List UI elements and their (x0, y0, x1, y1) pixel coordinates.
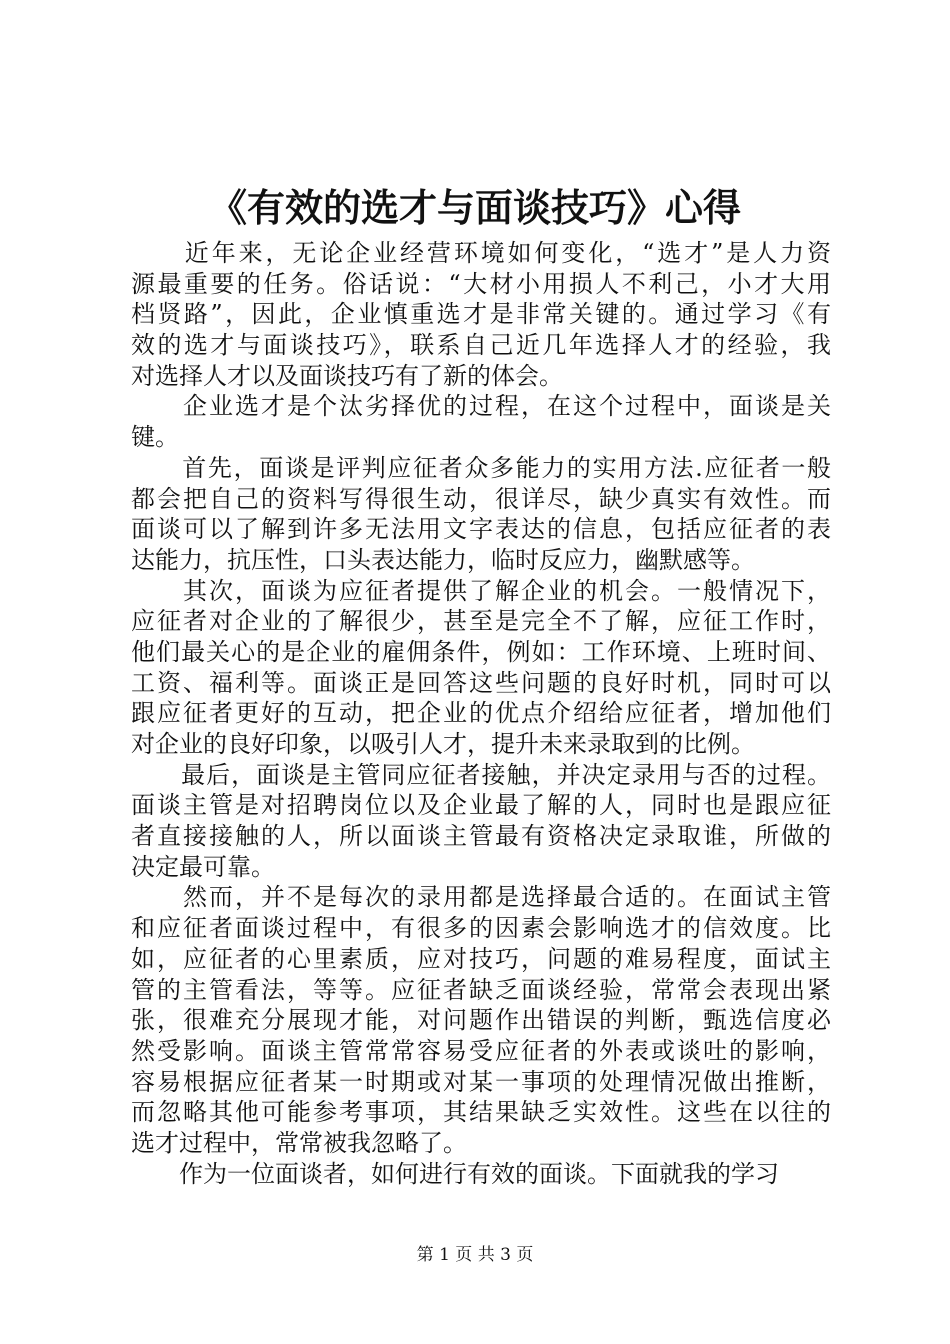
body-text-line: 而忽略其他可能参考事项，其结果缺乏实效性。这些在以往的 (131, 1098, 831, 1127)
document-body (131, 238, 831, 1189)
body-text-line: 达能力，抗压性，口头表达能力，临时反应力，幽默感等。 (131, 545, 755, 574)
body-text-line: 应征者对企业的了解很少，甚至是完全不了解，应征工作时， (131, 607, 831, 636)
body-text-line: 档贤路”，因此，企业慎重选才是非常关键的。通过学习《有 (131, 300, 831, 329)
body-text-line: 他们最关心的是企业的雇佣条件，例如：工作环境、上班时间、 (131, 637, 831, 666)
body-text-line: 键。 (131, 423, 179, 452)
body-text-line: 首先，面谈是评判应征者众多能力的实用方法.应征者一般 (131, 453, 831, 482)
body-text-line: 管的主管看法，等等。应征者缺乏面谈经验，常常会表现出紧 (131, 975, 831, 1004)
body-text-line: 选才过程中，常常被我忽略了。 (131, 1128, 467, 1157)
body-text-line: 面谈可以了解到许多无法用文字表达的信息，包括应征者的表 (131, 515, 831, 544)
body-text-line: 然受影响。面谈主管常常容易受应征者的外表或谈吐的影响， (131, 1036, 831, 1065)
body-text-line: 最后，面谈是主管同应征者接触，并决定录用与否的过程。 (131, 760, 831, 789)
body-text-line: 容易根据应征者某一时期或对某一事项的处理情况做出推断， (131, 1067, 831, 1096)
page-footer: 第 1 页 共 3 页 (416, 1245, 534, 1265)
body-text-line: 其次，面谈为应征者提供了解企业的机会。一般情况下， (131, 576, 831, 605)
body-text-line: 对选择人才以及面谈技巧有了新的体会。 (131, 361, 563, 390)
body-text-line: 工资、福利等。面谈正是回答这些问题的良好时机，同时可以 (131, 668, 831, 697)
body-text-line: 跟应征者更好的互动，把企业的优点介绍给应征者，增加他们 (131, 699, 831, 728)
body-text-line: 对企业的良好印象，以吸引人才，提升未来录取到的比例。 (131, 730, 755, 758)
body-text-line: 如，应征者的心里素质，应对技巧，问题的难易程度，面试主 (131, 944, 831, 973)
body-text-line: 张，很难充分展现才能，对问题作出错误的判断，甄选信度必 (131, 1006, 831, 1035)
body-text-line: 企业选才是个汰劣择优的过程，在这个过程中，面谈是关 (131, 392, 831, 421)
body-text-line: 近年来，无论企业经营环境如何变化，“选才”是人力资 (131, 239, 831, 267)
document-title: 《有效的选才与面谈技巧》心得 (208, 185, 741, 230)
body-text-line: 面谈主管是对招聘岗位以及企业最了解的人，同时也是跟应征 (131, 791, 831, 820)
body-text-line: 然而，并不是每次的录用都是选择最合适的。在面试主管 (131, 883, 831, 912)
body-text-line: 效的选才与面谈技巧》，联系自己近几年选择人才的经验，我 (131, 331, 831, 360)
body-text-line: 都会把自己的资料写得很生动，很详尽，缺少真实有效性。而 (131, 484, 831, 513)
body-text-line: 决定最可靠。 (131, 852, 275, 881)
body-text-line: 者直接接触的人，所以面谈主管最有资格决定录取谁，所做的 (131, 822, 831, 851)
body-text-line: 和应征者面谈过程中，有很多的因素会影响选才的信效度。比 (131, 914, 831, 943)
body-text-line: 源最重要的任务。俗话说：“大材小用损人不利己，小才大用 (131, 269, 831, 298)
body-text-line: 作为一位面谈者，如何进行有效的面谈。下面就我的学习 (131, 1159, 779, 1188)
